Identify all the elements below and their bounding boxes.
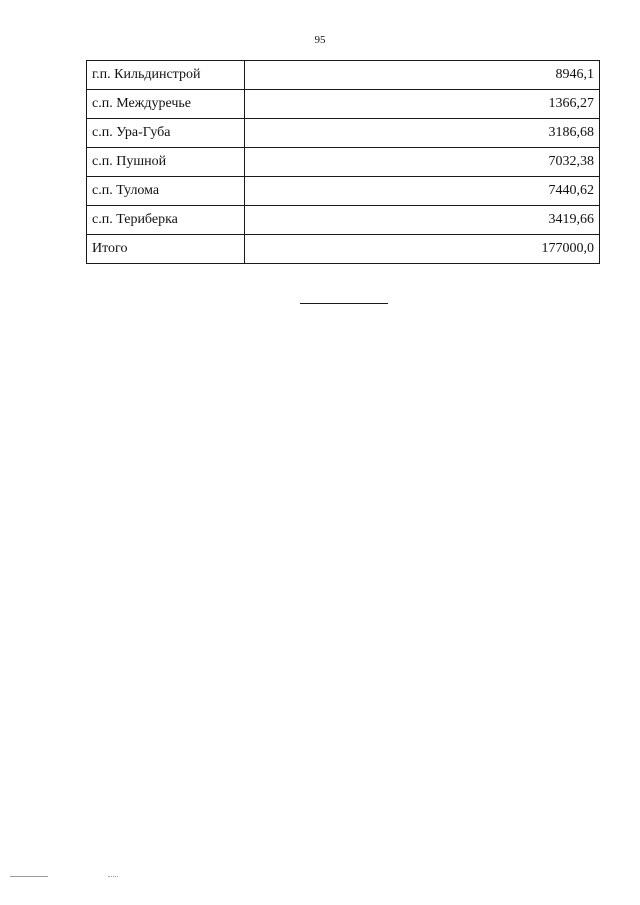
- settlement-name-cell: г.п. Кильдинстрой: [87, 61, 245, 90]
- footer-scan-mark: [10, 876, 48, 877]
- settlement-name-cell: с.п. Ура-Губа: [87, 119, 245, 148]
- table-row: [87, 177, 600, 206]
- amount-cell: 7032,38: [245, 148, 600, 177]
- amount-cell: 7440,62: [245, 177, 600, 206]
- amount-cell: 3419,66: [245, 206, 600, 235]
- page-number: 95: [314, 34, 326, 46]
- table-row: [87, 206, 600, 235]
- total-row: [87, 235, 600, 264]
- total-amount-cell: 177000,0: [245, 235, 600, 264]
- amount-cell: 8946,1: [245, 61, 600, 90]
- table-row: [87, 119, 600, 148]
- settlement-name-cell: с.п. Пушной: [87, 148, 245, 177]
- footer-scan-mark: [108, 876, 118, 877]
- settlement-budget-table: [86, 60, 600, 264]
- table-row: [87, 148, 600, 177]
- amount-cell: 1366,27: [245, 90, 600, 119]
- table-row: [87, 61, 600, 90]
- amount-cell: 3186,68: [245, 119, 600, 148]
- total-label-cell: Итого: [87, 235, 245, 264]
- settlement-name-cell: с.п. Междуречье: [87, 90, 245, 119]
- settlement-name-cell: с.п. Териберка: [87, 206, 245, 235]
- settlement-name-cell: с.п. Тулома: [87, 177, 245, 206]
- table-row: [87, 90, 600, 119]
- end-of-section-rule: [300, 303, 388, 304]
